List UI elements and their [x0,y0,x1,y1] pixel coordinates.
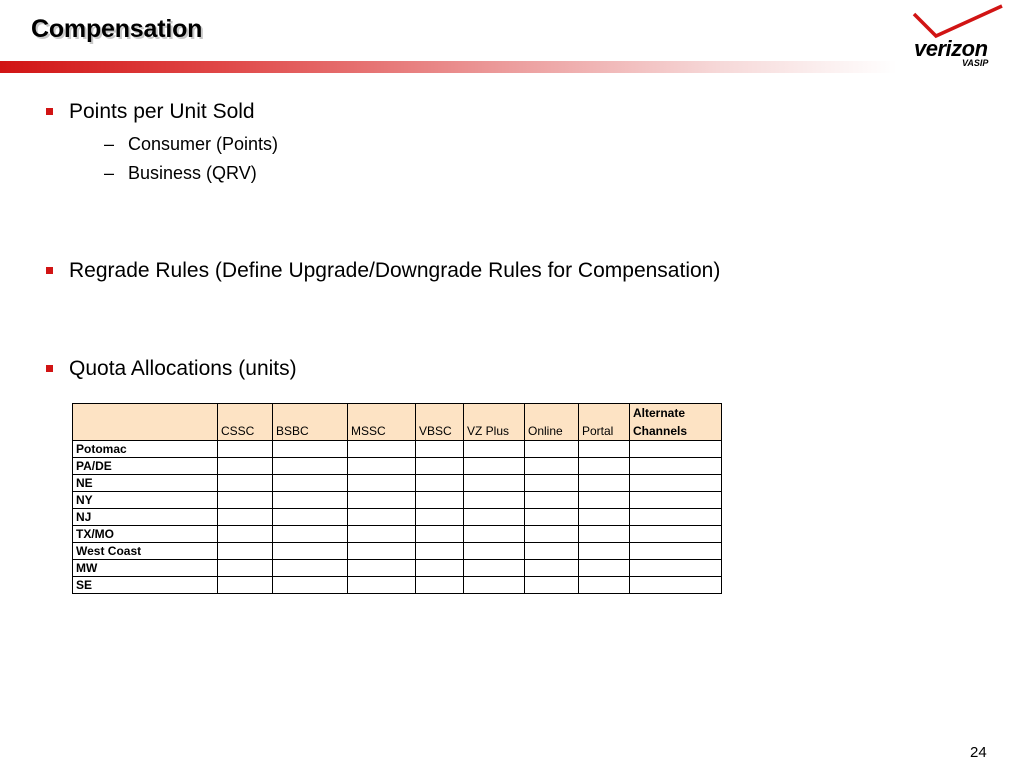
region-cell: PA/DE [73,458,218,475]
region-cell: NE [73,475,218,492]
quota-cell[interactable] [416,560,464,577]
quota-cell[interactable] [273,577,348,594]
quota-cell[interactable] [273,526,348,543]
quota-cell[interactable] [579,560,630,577]
quota-cell[interactable] [416,441,464,458]
quota-cell[interactable] [218,560,273,577]
dash-icon: – [104,163,115,183]
checkmark-icon [910,4,1006,40]
quota-cell[interactable] [525,441,579,458]
quota-cell[interactable] [630,458,722,475]
table-row [73,543,722,560]
quota-cell[interactable] [218,441,273,458]
quota-cell[interactable] [630,509,722,526]
region-cell: Potomac [73,441,218,458]
quota-cell[interactable] [464,492,525,509]
quota-cell[interactable] [464,509,525,526]
quota-cell[interactable] [630,543,722,560]
table-header-cell: Alternate Channels [630,404,722,441]
title-underline-bar [0,61,897,73]
quota-cell[interactable] [525,560,579,577]
quota-cell[interactable] [348,458,416,475]
quota-cell[interactable] [525,475,579,492]
quota-cell[interactable] [464,441,525,458]
sub-bullet-text: Business (QRV) [128,163,257,183]
quota-cell[interactable] [273,560,348,577]
quota-cell[interactable] [464,577,525,594]
quota-cell[interactable] [579,509,630,526]
quota-cell[interactable] [579,492,630,509]
logo-subtitle: VASIP [962,58,989,68]
quota-cell[interactable] [525,577,579,594]
bullet-square-icon [46,108,53,115]
table-row [73,560,722,577]
bullet-text: Points per Unit Sold [69,100,255,123]
quota-cell[interactable] [218,577,273,594]
quota-cell[interactable] [218,458,273,475]
quota-cell[interactable] [525,543,579,560]
quota-cell[interactable] [273,492,348,509]
quota-cell[interactable] [579,475,630,492]
quota-cell[interactable] [630,526,722,543]
quota-cell[interactable] [218,509,273,526]
quota-cell[interactable] [464,526,525,543]
bullet-square-icon [46,267,53,274]
quota-cell[interactable] [464,475,525,492]
quota-cell[interactable] [218,543,273,560]
region-cell: NY [73,492,218,509]
quota-allocation-table [72,403,722,594]
quota-cell[interactable] [525,492,579,509]
quota-cell[interactable] [348,475,416,492]
logo-wordmark: verizon [914,36,988,61]
quota-cell[interactable] [348,526,416,543]
quota-cell[interactable] [416,458,464,475]
quota-cell[interactable] [525,526,579,543]
quota-cell[interactable] [348,543,416,560]
region-cell: West Coast [73,543,218,560]
quota-cell[interactable] [348,577,416,594]
table-row [73,492,722,509]
quota-cell[interactable] [273,458,348,475]
bullet-text: Quota Allocations (units) [69,357,297,380]
quota-cell[interactable] [348,441,416,458]
quota-cell[interactable] [464,458,525,475]
quota-cell[interactable] [630,475,722,492]
table-header-cell: Online [525,404,579,441]
table-row [73,526,722,543]
page-number: 24 [970,744,987,761]
table-header-cell: BSBC [273,404,348,441]
quota-cell[interactable] [416,492,464,509]
table-header-cell: VBSC [416,404,464,441]
quota-cell[interactable] [348,492,416,509]
verizon-logo [910,4,1006,72]
quota-cell[interactable] [416,526,464,543]
quota-cell[interactable] [579,577,630,594]
quota-cell[interactable] [348,509,416,526]
quota-cell[interactable] [218,526,273,543]
quota-cell[interactable] [630,560,722,577]
quota-cell[interactable] [416,509,464,526]
quota-cell[interactable] [218,492,273,509]
region-cell: MW [73,560,218,577]
quota-cell[interactable] [464,560,525,577]
table-row [73,441,722,458]
table-row [73,509,722,526]
table-header-row [73,404,722,441]
table-header-cell [73,404,218,441]
quota-cell[interactable] [579,458,630,475]
table-row [73,577,722,594]
quota-cell[interactable] [416,475,464,492]
sub-bullet-text: Consumer (Points) [128,134,279,154]
region-cell: NJ [73,509,218,526]
region-cell: TX/MO [73,526,218,543]
quota-cell[interactable] [273,441,348,458]
quota-cell[interactable] [525,509,579,526]
table-header-cell: VZ Plus [464,404,525,441]
bullet-square-icon [46,365,53,372]
quota-cell[interactable] [273,543,348,560]
quota-cell[interactable] [218,475,273,492]
quota-cell[interactable] [630,492,722,509]
table-header-cell: CSSC [218,404,273,441]
table-row [73,475,722,492]
quota-cell[interactable] [416,577,464,594]
table-header-cell: MSSC [348,404,416,441]
quota-cell[interactable] [579,543,630,560]
table-row [73,458,722,475]
table-header-cell: Portal [579,404,630,441]
dash-icon: – [104,134,115,154]
slide-title: Compensation [31,15,203,43]
quota-cell[interactable] [579,441,630,458]
quota-cell[interactable] [630,577,722,594]
bullet-text: Regrade Rules (Define Upgrade/Downgrade Rules for Compensation) [69,259,721,282]
quota-cell[interactable] [273,475,348,492]
quota-cell[interactable] [348,560,416,577]
quota-cell[interactable] [630,441,722,458]
quota-cell[interactable] [464,543,525,560]
quota-cell[interactable] [579,526,630,543]
quota-cell[interactable] [273,509,348,526]
quota-cell[interactable] [416,543,464,560]
quota-cell[interactable] [525,458,579,475]
region-cell: SE [73,577,218,594]
